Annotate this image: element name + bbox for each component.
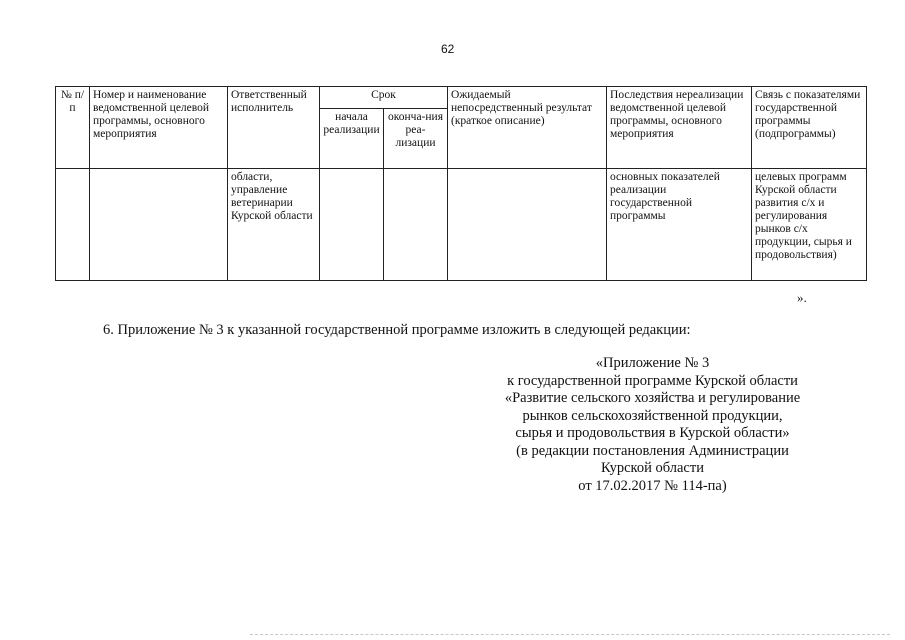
- cell-num: [56, 169, 90, 281]
- appendix-line: «Развитие сельского хозяйства и регулирование: [504, 390, 801, 406]
- cell-link: целевых программ Курской области развития с/х и регулирования рынков с/х продукции, сырья и продовольствия): [752, 169, 867, 281]
- appendix-line: сырья и продовольствия в Курской области»: [515, 425, 790, 441]
- cell-executor: области, управление ветеринарии Курской области: [228, 169, 320, 281]
- appendix-line: к государственной программе Курской области: [507, 372, 798, 389]
- page-number: 62: [441, 42, 455, 56]
- header-program: Номер и наименование ведомственной целевой программы, основного мероприятия: [90, 87, 228, 169]
- closing-quote: ».: [797, 290, 807, 305]
- appendix-line: (в редакции постановления Администрации: [516, 442, 789, 459]
- paragraph-item-6: 6. Приложение № 3 к указанной государственной программе изложить в следующей редакции:: [103, 322, 691, 338]
- header-term: Срок: [320, 87, 448, 109]
- header-link: Связь с показателями государственной программы (подпрограммы): [752, 87, 867, 169]
- appendix-line: Курской области: [601, 460, 704, 476]
- header-executor: Ответственный исполнитель: [228, 87, 320, 169]
- header-term-end: оконча-ния реа-лизации: [384, 109, 448, 169]
- appendix-heading: [480, 355, 825, 495]
- appendix-line: «Приложение № 3: [595, 355, 710, 371]
- cell-program: [90, 169, 228, 281]
- cell-term-start: [320, 169, 384, 281]
- appendix-line: от 17.02.2017 № 114-па): [578, 477, 727, 494]
- program-table: [55, 86, 867, 281]
- table-row: [56, 169, 867, 281]
- header-term-start: начала реализации: [320, 109, 384, 169]
- cell-term-end: [384, 169, 448, 281]
- header-result: Ожидаемый непосредственный результат (краткое описание): [448, 87, 607, 169]
- header-num: № п/п: [56, 87, 90, 169]
- table-header-row: [56, 87, 867, 109]
- scan-edge-artifact: [250, 634, 890, 638]
- header-consequences: Последствия нереализации ведомственной целевой программы, основного мероприятия: [607, 87, 752, 169]
- appendix-line: рынков сельскохозяйственной продукции,: [522, 407, 783, 424]
- cell-consequences: основных показателей реализации государственной программы: [607, 169, 752, 281]
- cell-result: [448, 169, 607, 281]
